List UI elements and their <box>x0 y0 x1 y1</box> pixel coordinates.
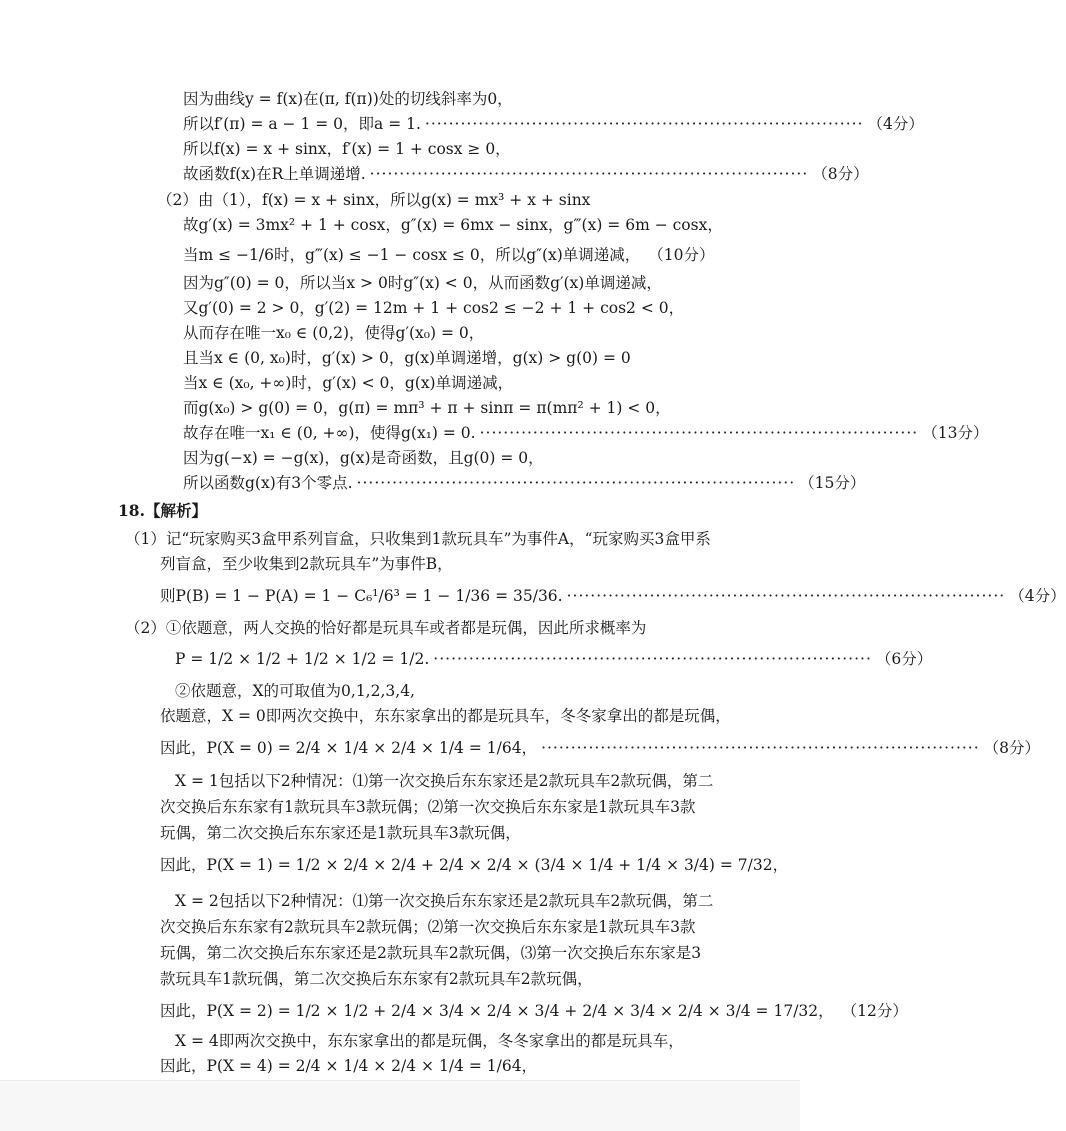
text-line: （1）记“玩家购买3盒甲系列盲盒，只收集到1款玩具车”为事件A，“玩家购买3盒甲系 <box>125 530 711 548</box>
text-line: 且当x ∈ (0, x₀)时，g′(x) > 0，g(x)单调递增，g(x) > g(0) = 0 <box>183 349 631 367</box>
text-line: 因为g″(0) = 0，所以当x > 0时g″(x) < 0，从而函数g′(x)单调递减， <box>183 274 662 292</box>
text-line: 玩偶，第二次交换后东东家还是1款玩具车3款玩偶， <box>160 824 521 842</box>
score-label: （6分） <box>875 650 933 668</box>
section-heading: 18.【解析】 <box>118 501 207 520</box>
score-label: （13分） <box>922 424 989 442</box>
text-line: X = 4即两次交换中，东东家拿出的都是玩偶，冬冬家拿出的都是玩具车， <box>175 1032 684 1050</box>
text-line-scored: 则P(B) = 1 − P(A) = 1 − C₆¹/6³ = 1 − 1/36 = 35/36. ·········································································· （4分） <box>160 587 1066 605</box>
text-line: 故g′(x) = 3mx² + 1 + cosx，g″(x) = 6mx − sinx，g‴(x) = 6m − cosx， <box>183 216 723 234</box>
score-label: （10分） <box>648 246 715 264</box>
text-line: 所以f(x) = x + sinx，f′(x) = 1 + cosx ≥ 0， <box>183 140 511 158</box>
text-line: 次交换后东东家有1款玩具车3款玩偶；⑵第一次交换后东东家是1款玩具车3款 <box>160 798 696 816</box>
text-line-scored: 当m ≤ −1/6时，g‴(x) ≤ −1 − cosx ≤ 0，所以g″(x)单调递减， （10分） <box>183 246 715 264</box>
text-line: X = 2包括以下2种情况：⑴第一次交换后东东家还是2款玩具车2款玩偶，第二 <box>175 892 714 910</box>
score-label: （8分） <box>812 165 869 183</box>
text-line: （2）①依题意，两人交换的恰好都是玩具车或者都是玩偶，因此所求概率为 <box>125 619 647 637</box>
text-line: （2）由（1），f(x) = x + sinx，所以g(x) = mx³ + x + sinx <box>157 191 591 209</box>
text-line: X = 1包括以下2种情况：⑴第一次交换后东东家还是2款玩具车2款玩偶，第二 <box>175 772 714 790</box>
text-line-scored: 故函数f(x)在R上单调递增. ·········································································· （8分） <box>183 165 869 183</box>
text-line: 因为g(−x) = −g(x)，g(x)是奇函数，且g(0) = 0， <box>183 449 544 467</box>
score-label: （15分） <box>799 474 866 492</box>
score-label: （4分） <box>867 115 924 133</box>
text-line-scored: 因此，P(X = 0) = 2/4 × 1/4 × 2/4 × 1/4 = 1/64， ·········································································· （8分） <box>160 739 1041 757</box>
score-label: （12分） <box>841 1002 908 1020</box>
text-line: 列盲盒，至少收集到2款玩具车”为事件B， <box>160 555 453 573</box>
text-line: ②依题意，X的可取值为0,1,2,3,4, <box>175 682 415 700</box>
text-line: 而g(x₀) > g(0) = 0，g(π) = mπ³ + π + sinπ = π(mπ² + 1) < 0， <box>183 399 671 417</box>
text-line-scored: 所以函数g(x)有3个零点. ·········································································· （15分） <box>183 474 866 492</box>
text-line: 当x ∈ (x₀, +∞)时，g′(x) < 0，g(x)单调递减， <box>183 374 514 392</box>
page-bottom-margin <box>0 1080 800 1131</box>
score-label: （8分） <box>983 739 1041 757</box>
text-line: 依题意，X = 0即两次交换中，东东家拿出的都是玩具车，冬冬家拿出的都是玩偶， <box>160 707 731 725</box>
text-line: 因此，P(X = 1) = 1/2 × 2/4 × 2/4 + 2/4 × 2/4 × (3/4 × 1/4 + 1/4 × 3/4) = 7/32， <box>160 856 789 874</box>
text-line: 款玩具车1款玩偶，第二次交换后东东家有2款玩具车2款玩偶， <box>160 970 593 988</box>
text-line: 又g′(0) = 2 > 0，g′(2) = 12m + 1 + cos2 ≤ −2 + 1 + cos2 < 0， <box>183 299 685 317</box>
score-label: （4分） <box>1009 587 1066 605</box>
text-line: 因为曲线y = f(x)在(π, f(π))处的切线斜率为0， <box>183 90 513 108</box>
text-line-scored: P = 1/2 × 1/2 + 1/2 × 1/2 = 1/2. ·········································································· （6分） <box>175 650 933 668</box>
text-line-scored: 因此，P(X = 2) = 1/2 × 1/2 + 2/4 × 3/4 × 2/4 × 3/4 + 2/4 × 3/4 × 2/4 × 3/4 = 17/32， （12分） <box>160 1002 908 1020</box>
text-line: 因此，P(X = 4) = 2/4 × 1/4 × 2/4 × 1/4 = 1/64， <box>160 1057 538 1075</box>
text-line-scored: 故存在唯一x₁ ∈ (0, +∞)，使得g(x₁) = 0. ·········································································· （13分） <box>183 424 989 442</box>
text-line: 从而存在唯一x₀ ∈ (0,2)，使得g′(x₀) = 0， <box>183 324 485 342</box>
text-line: 次交换后东东家有2款玩具车2款玩偶；⑵第一次交换后东东家是1款玩具车3款 <box>160 918 696 936</box>
text-line: 玩偶，第二次交换后东东家还是2款玩具车2款玩偶，⑶第一次交换后东东家是3 <box>160 944 702 962</box>
text-line-scored: 所以f′(π) = a − 1 = 0，即a = 1. ·········································································· （4分） <box>183 115 924 133</box>
